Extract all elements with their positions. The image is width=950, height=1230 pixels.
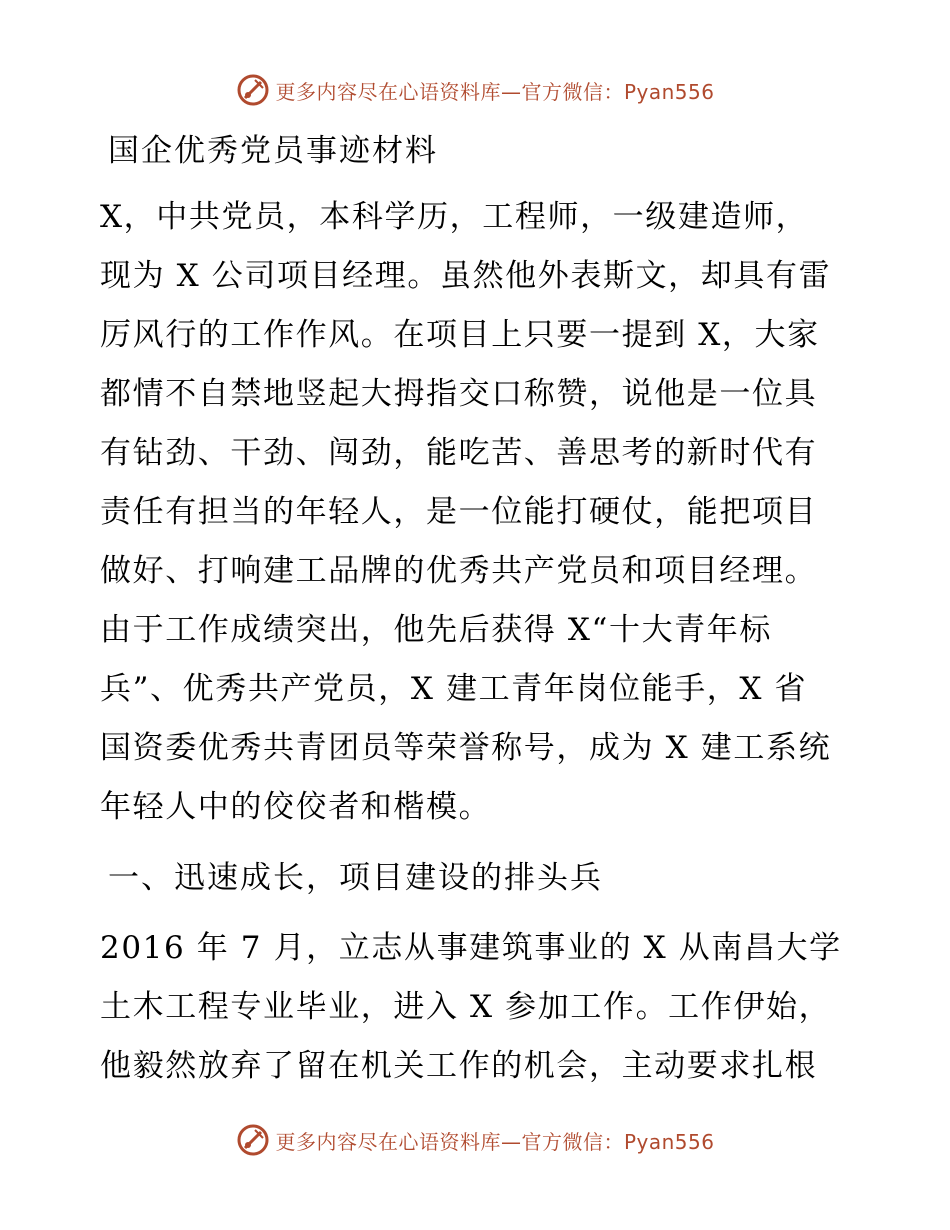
watermark-banner-bottom (0, 1120, 950, 1160)
text-line: 国资委优秀共青团员等荣誉称号，成为 X 建工系统 (100, 730, 832, 766)
text-line: 他毅然放弃了留在机关工作的机会，主动要求扎根 (100, 1048, 818, 1084)
document-title: 国企优秀党员事迹材料 (108, 133, 438, 169)
text-line: 土木工程专业毕业，进入 X 参加工作。工作伊始， (100, 989, 832, 1025)
watermark-banner-top (0, 70, 950, 110)
watermark-logo-icon (235, 72, 271, 108)
text-line: 厉风行的工作作风。在项目上只要一提到 X，大家 (100, 317, 820, 353)
text-line: 兵”、优秀共产党员，X 建工青年岗位能手，X 省 (100, 671, 808, 707)
text-line: 2016 年 7 月，立志从事建筑事业的 X 从南昌大学 (100, 930, 842, 966)
section-heading: 一、迅速成长，项目建设的排头兵 (108, 860, 603, 896)
text-line: 做好、打响建工品牌的优秀共产党员和项目经理。 (100, 553, 818, 589)
text-line: X，中共党员，本科学历，工程师，一级建造师， (100, 199, 809, 235)
text-line: 现为 X 公司项目经理。虽然他外表斯文，却具有雷 (100, 258, 832, 294)
watermark-text: 更多内容尽在心语资料库—官方微信：Pyan556 (275, 1129, 715, 1154)
text-line: 有钻劲、干劲、闯劲，能吃苦、善思考的新时代有 (100, 435, 818, 471)
text-line: 责任有担当的年轻人，是一位能打硬仗，能把项目 (100, 494, 818, 530)
document-body (100, 122, 850, 1108)
text-line: 由于工作成绩突出，他先后获得 X“十大青年标 (100, 612, 772, 648)
paragraph-intro (100, 188, 850, 837)
text-line: 年轻人中的佼佼者和楷模。 (100, 789, 492, 825)
watermark-text: 更多内容尽在心语资料库—官方微信：Pyan556 (275, 79, 715, 104)
paragraph-section1 (100, 919, 850, 1096)
watermark-logo-icon (235, 1122, 271, 1158)
text-line: 都情不自禁地竖起大拇指交口称赞，说他是一位具 (100, 376, 818, 412)
